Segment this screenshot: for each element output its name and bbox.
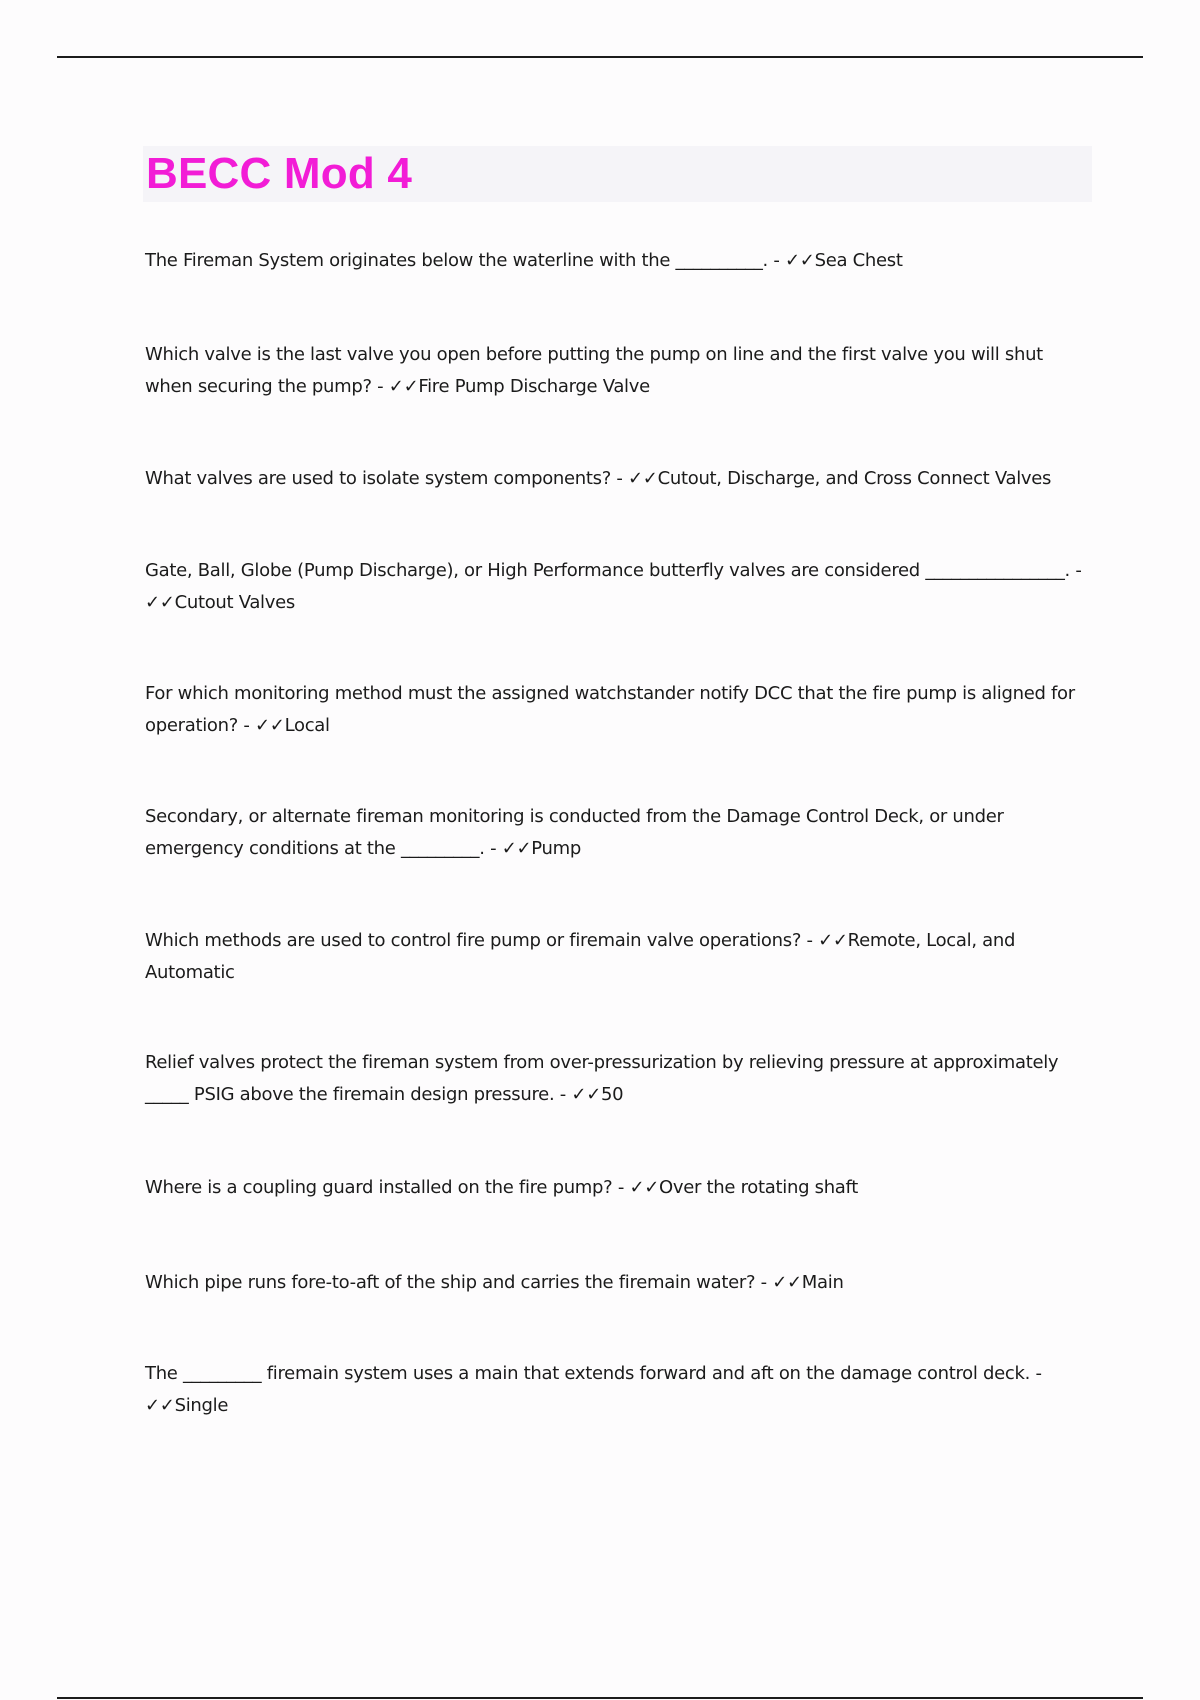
document-title: BECC Mod 4 xyxy=(146,149,412,198)
qa-item-2: Which valve is the last valve you open before putting the pump on line and the first valve you will shut when securing the pump? - ✓✓Fire Pump Discharge Valve xyxy=(145,344,1043,397)
bottom-rule xyxy=(57,1697,1143,1699)
qa-item-3: What valves are used to isolate system components? - ✓✓Cutout, Discharge, and Cross Connect Valves xyxy=(145,468,1052,489)
top-rule xyxy=(57,56,1143,58)
qa-item-8: Relief valves protect the fireman system from over-pressurization by relieving pressure at approximately _____ PSIG above the firemain design pressure. - ✓✓50 xyxy=(145,1052,1059,1105)
qa-item-10: Which pipe runs fore-to-aft of the ship and carries the firemain water? - ✓✓Main xyxy=(145,1272,844,1293)
qa-item-9: Where is a coupling guard installed on the fire pump? - ✓✓Over the rotating shaft xyxy=(145,1177,859,1198)
qa-item-5: For which monitoring method must the assigned watchstander notify DCC that the fire pump is aligned for operation? - ✓✓Local xyxy=(145,683,1075,736)
qa-item-7: Which methods are used to control fire pump or firemain valve operations? - ✓✓Remote, Local, and Automatic xyxy=(145,930,1016,983)
title-band xyxy=(143,146,1092,202)
qa-item-6: Secondary, or alternate fireman monitoring is conducted from the Damage Control Deck, or under emergency conditions at the _________. - ✓✓Pump xyxy=(145,806,1004,859)
qa-item-1: The Fireman System originates below the waterline with the __________. - ✓✓Sea Chest xyxy=(145,250,903,271)
qa-item-11: The _________ firemain system uses a main that extends forward and aft on the damage control deck. - ✓✓Single xyxy=(145,1363,1042,1416)
qa-item-4: Gate, Ball, Globe (Pump Discharge), or High Performance butterfly valves are considered ________________. - ✓✓Cutout Valves xyxy=(145,560,1082,613)
